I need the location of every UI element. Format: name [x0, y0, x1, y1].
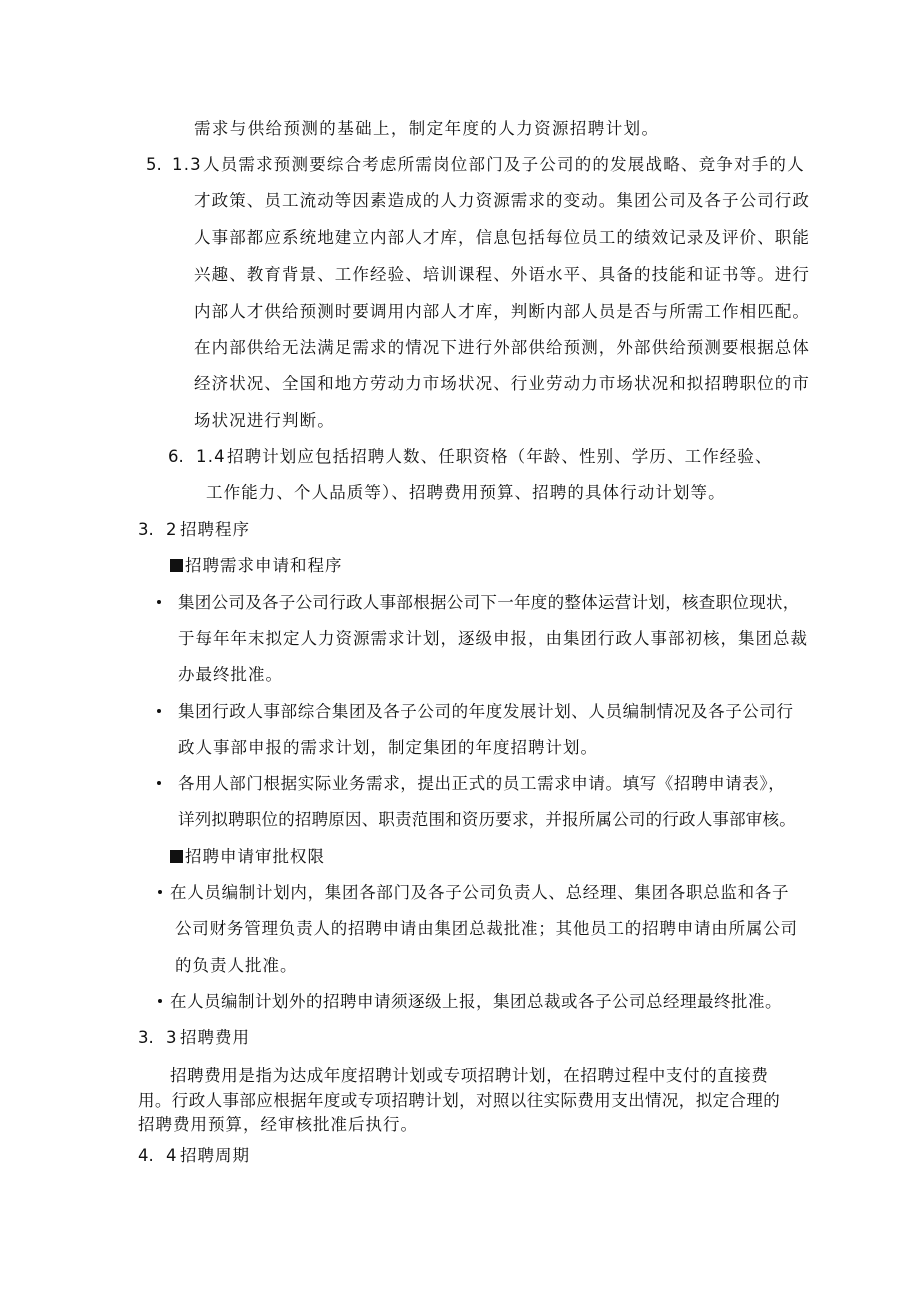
item-line: 在内部供给无法满足需求的情况下进行外部供给预测，外部供给预测要根据总体 [194, 338, 810, 357]
bullet-dot-icon [158, 890, 162, 894]
bullet-line: 各用人部门根据实际业务需求，提出正式的员工需求申请。填写《招聘申请表》， [178, 774, 786, 793]
item-line: 兴趣、教育背景、工作经验、培训课程、外语水平、具备的技能和证书等。进行 [194, 265, 810, 284]
square-bullet-icon [170, 850, 183, 863]
item-line: 工作能力、个人品质等）、招聘费用预算、招聘的具体行动计划等。 [206, 483, 726, 502]
subheading-title: 招聘需求申请和程序 [185, 556, 343, 575]
section-label: 4 [166, 1146, 177, 1165]
subheading-requisition [170, 555, 343, 577]
item-label: 1.4 [196, 447, 226, 466]
bullet-line: 于每年年末拟定人力资源需求计划，逐级申报，由集团行政人事部初核，集团总裁 [178, 629, 808, 648]
bullet-line: 公司财务管理负责人的招聘申请由集团总裁批准；其他员工的招聘申请由所属公司 [175, 919, 798, 938]
bullet-dot-icon [158, 999, 162, 1003]
section-title: 招聘程序 [180, 520, 250, 539]
bullet-dot-icon [157, 600, 161, 604]
item-line: 招聘计划应包括招聘人数、任职资格（年龄、性别、学历、工作经验、 [227, 447, 773, 466]
item-line: 人员需求预测要综合考虑所需岗位部门及子公司的的发展战略、竞争对手的人 [203, 155, 805, 174]
bullet-line: 在人员编制计划外的招聘申请须逐级上报，集团总裁或各子公司总经理最终批准。 [170, 992, 782, 1011]
item-line: 场状况进行判断。 [194, 411, 335, 430]
bullet-line: 详列拟聘职位的招聘原因、职责范围和资历要求，并报所属公司的行政人事部审核。 [178, 810, 796, 829]
section-label: 3 [166, 1028, 177, 1047]
item-number: 6. [168, 447, 184, 466]
item-number: 5. [146, 155, 162, 174]
paragraph-continuation: 需求与供给预测的基础上，制定年度的人力资源招聘计划。 [194, 119, 660, 138]
subheading-approval [170, 846, 325, 868]
bullet-dot-icon [157, 781, 161, 785]
subheading-title: 招聘申请审批权限 [185, 847, 325, 866]
section-number: 3. [138, 1028, 154, 1047]
section-title: 招聘费用 [180, 1028, 250, 1047]
paragraph-line: 用。行政人事部应根据年度或专项招聘计划，对照以往实际费用支出情况，拟定合理的 [138, 1091, 781, 1110]
section-label: 2 [166, 520, 177, 539]
bullet-line: 集团行政人事部综合集团及各子公司的年度发展计划、人员编制情况及各子公司行 [178, 702, 794, 721]
bullet-line: 在人员编制计划内，集团各部门及各子公司负责人、总经理、集团各职总监和各子 [170, 883, 790, 902]
paragraph-line: 招聘费用预算，经审核批准后执行。 [138, 1115, 418, 1134]
square-bullet-icon [170, 559, 183, 572]
section-number: 3. [138, 520, 154, 539]
bullet-line: 办最终批准。 [178, 665, 283, 684]
item-label: 1.3 [172, 155, 202, 174]
bullet-line: 政人事部申报的需求计划，制定集团的年度招聘计划。 [178, 738, 598, 757]
bullet-line: 集团公司及各子公司行政人事部根据公司下一年度的整体运营计划，核查职位现状， [178, 593, 800, 612]
item-line: 人事部都应系统地建立内部人才库，信息包括每位员工的绩效记录及评价、职能 [194, 228, 810, 247]
item-line: 才政策、员工流动等因素造成的人力资源需求的变动。集团公司及各子公司行政 [194, 191, 810, 210]
item-line: 内部人才供给预测时要调用内部人才库，判断内部人员是否与所需工作相匹配。 [194, 302, 810, 321]
bullet-dot-icon [157, 709, 161, 713]
bullet-line: 的负责人批准。 [175, 956, 298, 975]
paragraph-line: 招聘费用是指为达成年度招聘计划或专项招聘计划，在招聘过程中支付的直接费 [170, 1066, 769, 1085]
item-line: 经济状况、全国和地方劳动力市场状况、行业劳动力市场状况和拟招聘职位的市 [194, 374, 810, 393]
section-title: 招聘周期 [180, 1146, 250, 1165]
section-number: 4. [138, 1146, 154, 1165]
